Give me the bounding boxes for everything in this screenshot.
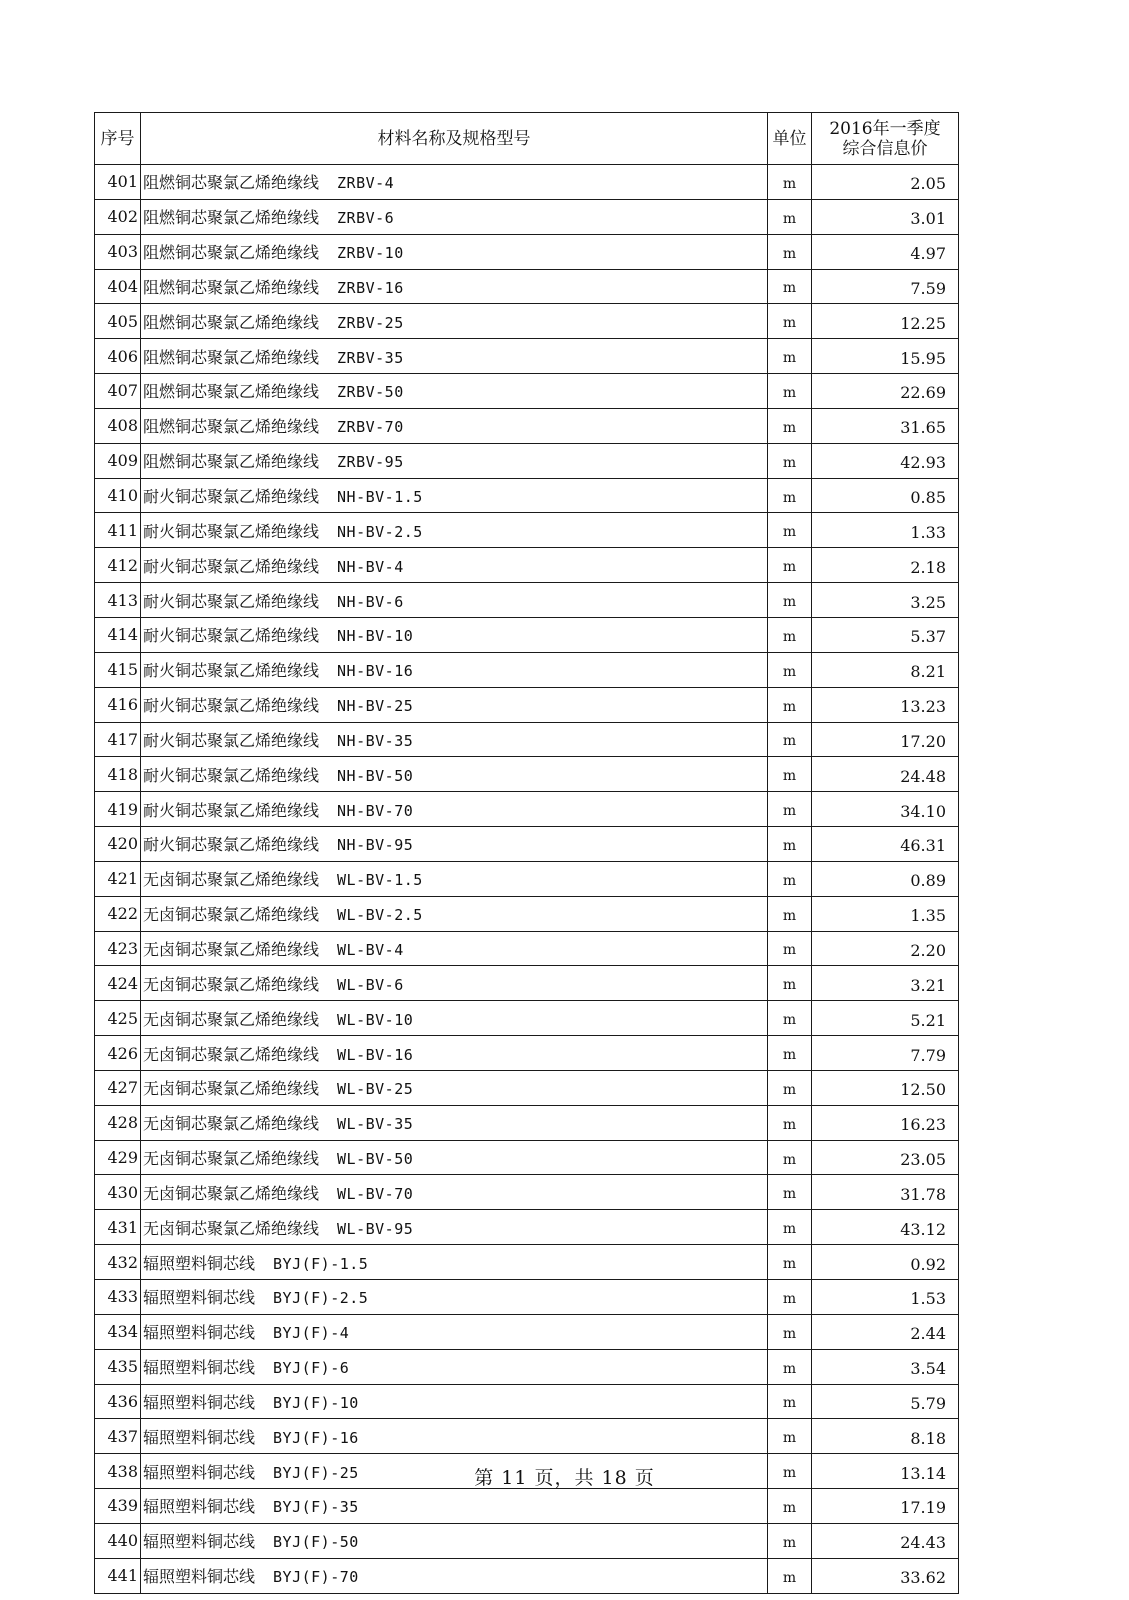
table-row xyxy=(95,1070,959,1105)
header-no: 序号 xyxy=(95,113,141,165)
unit-cell: m xyxy=(768,443,812,478)
table-row xyxy=(95,1001,959,1036)
price-cell: 2.18 xyxy=(812,548,959,583)
material-spec: WL-BV-95 xyxy=(337,1219,414,1238)
price-cell: 42.93 xyxy=(812,443,959,478)
table-row xyxy=(95,1280,959,1315)
material-spec: ZRBV-50 xyxy=(337,383,404,402)
price-cell: 31.65 xyxy=(812,408,959,443)
price-table xyxy=(94,112,959,1594)
unit-cell: m xyxy=(768,269,812,304)
material-name-cell xyxy=(141,617,768,652)
material-spec: NH-BV-10 xyxy=(337,627,414,646)
material-name: 无卤铜芯聚氯乙烯绝缘线 xyxy=(143,1149,320,1169)
table-body xyxy=(95,165,959,1594)
table-row xyxy=(95,1523,959,1558)
price-cell: 1.33 xyxy=(812,513,959,548)
material-name-cell xyxy=(141,1036,768,1071)
material-name: 辐照塑料铜芯线 xyxy=(143,1288,256,1308)
unit-cell: m xyxy=(768,304,812,339)
material-name-cell xyxy=(141,1314,768,1349)
page-footer: 第 11 页，共 18 页 xyxy=(474,1467,655,1489)
price-cell: 43.12 xyxy=(812,1210,959,1245)
row-number: 426 xyxy=(95,1036,141,1071)
unit-cell: m xyxy=(768,687,812,722)
material-spec: BYJ(F)-50 xyxy=(273,1533,359,1552)
material-spec: ZRBV-4 xyxy=(337,174,395,193)
material-name: 阻燃铜芯聚氯乙烯绝缘线 xyxy=(143,382,320,402)
material-name-cell xyxy=(141,1558,768,1593)
unit-cell: m xyxy=(768,722,812,757)
material-spec: NH-BV-4 xyxy=(337,557,404,576)
unit-cell: m xyxy=(768,1105,812,1140)
row-number: 436 xyxy=(95,1384,141,1419)
price-cell: 34.10 xyxy=(812,792,959,827)
price-cell: 7.79 xyxy=(812,1036,959,1071)
material-name: 辐照塑料铜芯线 xyxy=(143,1358,256,1378)
price-cell: 12.50 xyxy=(812,1070,959,1105)
material-name: 耐火铜芯聚氯乙烯绝缘线 xyxy=(143,487,320,507)
material-spec: BYJ(F)-70 xyxy=(273,1568,359,1587)
table-row xyxy=(95,234,959,269)
table-row xyxy=(95,1245,959,1280)
material-name: 无卤铜芯聚氯乙烯绝缘线 xyxy=(143,939,320,959)
unit-cell: m xyxy=(768,1454,812,1489)
price-cell: 3.21 xyxy=(812,966,959,1001)
unit-cell: m xyxy=(768,1070,812,1105)
unit-cell: m xyxy=(768,1036,812,1071)
material-name-cell xyxy=(141,269,768,304)
unit-cell: m xyxy=(768,199,812,234)
unit-cell: m xyxy=(768,1280,812,1315)
price-cell: 24.48 xyxy=(812,757,959,792)
row-number: 402 xyxy=(95,199,141,234)
table-row xyxy=(95,1558,959,1593)
price-cell: 13.14 xyxy=(812,1454,959,1489)
table-row xyxy=(95,1036,959,1071)
unit-cell: m xyxy=(768,757,812,792)
header-price xyxy=(812,113,959,165)
row-number: 419 xyxy=(95,792,141,827)
row-number: 429 xyxy=(95,1140,141,1175)
material-name: 辐照塑料铜芯线 xyxy=(143,1323,256,1343)
table-row xyxy=(95,896,959,931)
unit-cell: m xyxy=(768,1419,812,1454)
price-cell: 0.92 xyxy=(812,1245,959,1280)
material-name-cell xyxy=(141,548,768,583)
unit-cell: m xyxy=(768,931,812,966)
price-cell: 12.25 xyxy=(812,304,959,339)
price-cell: 33.62 xyxy=(812,1558,959,1593)
table-row xyxy=(95,165,959,200)
price-cell: 17.19 xyxy=(812,1489,959,1524)
unit-cell: m xyxy=(768,1384,812,1419)
row-number: 408 xyxy=(95,408,141,443)
material-spec: BYJ(F)-35 xyxy=(273,1498,359,1517)
material-name-cell xyxy=(141,722,768,757)
unit-cell: m xyxy=(768,1001,812,1036)
price-cell: 13.23 xyxy=(812,687,959,722)
row-number: 431 xyxy=(95,1210,141,1245)
material-name-cell xyxy=(141,1070,768,1105)
material-spec: ZRBV-6 xyxy=(337,209,395,228)
material-spec: ZRBV-95 xyxy=(337,453,404,472)
material-name-cell xyxy=(141,1245,768,1280)
material-name: 无卤铜芯聚氯乙烯绝缘线 xyxy=(143,1044,320,1064)
row-number: 435 xyxy=(95,1349,141,1384)
material-spec: WL-BV-70 xyxy=(337,1184,414,1203)
material-name-cell xyxy=(141,1210,768,1245)
header-row xyxy=(95,113,959,165)
material-spec: BYJ(F)-4 xyxy=(273,1324,350,1343)
row-number: 406 xyxy=(95,339,141,374)
row-number: 440 xyxy=(95,1523,141,1558)
material-name: 无卤铜芯聚氯乙烯绝缘线 xyxy=(143,1114,320,1134)
row-number: 420 xyxy=(95,827,141,862)
row-number: 407 xyxy=(95,374,141,409)
price-cell: 4.97 xyxy=(812,234,959,269)
material-name: 辐照塑料铜芯线 xyxy=(143,1427,256,1447)
material-spec: NH-BV-1.5 xyxy=(337,488,423,507)
price-cell: 15.95 xyxy=(812,339,959,374)
material-name: 辐照塑料铜芯线 xyxy=(143,1532,256,1552)
row-number: 439 xyxy=(95,1489,141,1524)
material-name: 无卤铜芯聚氯乙烯绝缘线 xyxy=(143,1079,320,1099)
unit-cell: m xyxy=(768,617,812,652)
row-number: 401 xyxy=(95,165,141,200)
price-cell: 17.20 xyxy=(812,722,959,757)
price-cell: 1.53 xyxy=(812,1280,959,1315)
material-name-cell xyxy=(141,1175,768,1210)
material-name-cell xyxy=(141,792,768,827)
material-name: 阻燃铜芯聚氯乙烯绝缘线 xyxy=(143,347,320,367)
row-number: 409 xyxy=(95,443,141,478)
material-name-cell xyxy=(141,513,768,548)
material-spec: BYJ(F)-10 xyxy=(273,1393,359,1412)
unit-cell: m xyxy=(768,966,812,1001)
material-name: 阻燃铜芯聚氯乙烯绝缘线 xyxy=(143,243,320,263)
price-cell: 46.31 xyxy=(812,827,959,862)
price-cell: 16.23 xyxy=(812,1105,959,1140)
material-name: 耐火铜芯聚氯乙烯绝缘线 xyxy=(143,730,320,750)
row-number: 416 xyxy=(95,687,141,722)
material-name: 耐火铜芯聚氯乙烯绝缘线 xyxy=(143,626,320,646)
material-name-cell xyxy=(141,931,768,966)
material-name: 耐火铜芯聚氯乙烯绝缘线 xyxy=(143,661,320,681)
table-row xyxy=(95,1140,959,1175)
table-row xyxy=(95,443,959,478)
table-row xyxy=(95,408,959,443)
price-cell: 23.05 xyxy=(812,1140,959,1175)
table-row xyxy=(95,652,959,687)
unit-cell: m xyxy=(768,1210,812,1245)
unit-cell: m xyxy=(768,652,812,687)
unit-cell: m xyxy=(768,165,812,200)
material-name-cell xyxy=(141,861,768,896)
price-cell: 0.89 xyxy=(812,861,959,896)
material-name-cell xyxy=(141,1140,768,1175)
price-cell: 7.59 xyxy=(812,269,959,304)
row-number: 414 xyxy=(95,617,141,652)
material-name-cell xyxy=(141,165,768,200)
table-row xyxy=(95,1489,959,1524)
unit-cell: m xyxy=(768,408,812,443)
table-row xyxy=(95,757,959,792)
row-number: 422 xyxy=(95,896,141,931)
material-name-cell xyxy=(141,408,768,443)
material-spec: BYJ(F)-1.5 xyxy=(273,1254,369,1273)
row-number: 433 xyxy=(95,1280,141,1315)
material-spec: WL-BV-2.5 xyxy=(337,906,423,925)
material-spec: WL-BV-6 xyxy=(337,975,404,994)
material-name: 耐火铜芯聚氯乙烯绝缘线 xyxy=(143,696,320,716)
material-spec: NH-BV-95 xyxy=(337,836,414,855)
material-spec: ZRBV-10 xyxy=(337,244,404,263)
material-spec: BYJ(F)-6 xyxy=(273,1359,350,1378)
material-name-cell xyxy=(141,1280,768,1315)
material-name: 无卤铜芯聚氯乙烯绝缘线 xyxy=(143,870,320,890)
row-number: 403 xyxy=(95,234,141,269)
row-number: 437 xyxy=(95,1419,141,1454)
row-number: 410 xyxy=(95,478,141,513)
price-cell: 1.35 xyxy=(812,896,959,931)
material-name: 阻燃铜芯聚氯乙烯绝缘线 xyxy=(143,173,320,193)
unit-cell: m xyxy=(768,513,812,548)
row-number: 438 xyxy=(95,1454,141,1489)
price-cell: 5.21 xyxy=(812,1001,959,1036)
material-name: 耐火铜芯聚氯乙烯绝缘线 xyxy=(143,765,320,785)
material-spec: BYJ(F)-2.5 xyxy=(273,1289,369,1308)
material-spec: ZRBV-70 xyxy=(337,418,404,437)
material-name: 辐照塑料铜芯线 xyxy=(143,1497,256,1517)
material-name: 无卤铜芯聚氯乙烯绝缘线 xyxy=(143,905,320,925)
material-spec: NH-BV-16 xyxy=(337,662,414,681)
table-row xyxy=(95,931,959,966)
table-row xyxy=(95,722,959,757)
row-number: 411 xyxy=(95,513,141,548)
table-row xyxy=(95,1314,959,1349)
table-row xyxy=(95,1384,959,1419)
material-spec: NH-BV-50 xyxy=(337,766,414,785)
material-name: 辐照塑料铜芯线 xyxy=(143,1253,256,1273)
table-row xyxy=(95,583,959,618)
material-name: 耐火铜芯聚氯乙烯绝缘线 xyxy=(143,556,320,576)
row-number: 412 xyxy=(95,548,141,583)
table-row xyxy=(95,687,959,722)
material-name: 耐火铜芯聚氯乙烯绝缘线 xyxy=(143,800,320,820)
material-name-cell xyxy=(141,1489,768,1524)
table-row xyxy=(95,617,959,652)
material-spec: ZRBV-25 xyxy=(337,313,404,332)
row-number: 418 xyxy=(95,757,141,792)
unit-cell: m xyxy=(768,1523,812,1558)
material-name-cell xyxy=(141,339,768,374)
table-header xyxy=(95,113,959,165)
table-row xyxy=(95,269,959,304)
material-name: 阻燃铜芯聚氯乙烯绝缘线 xyxy=(143,452,320,472)
table-row xyxy=(95,478,959,513)
table-row xyxy=(95,827,959,862)
row-number: 432 xyxy=(95,1245,141,1280)
material-name: 阻燃铜芯聚氯乙烯绝缘线 xyxy=(143,417,320,437)
material-name-cell xyxy=(141,1105,768,1140)
material-spec: WL-BV-35 xyxy=(337,1115,414,1134)
table-row xyxy=(95,339,959,374)
material-name: 辐照塑料铜芯线 xyxy=(143,1392,256,1412)
unit-cell: m xyxy=(768,548,812,583)
row-number: 415 xyxy=(95,652,141,687)
row-number: 430 xyxy=(95,1175,141,1210)
price-cell: 24.43 xyxy=(812,1523,959,1558)
row-number: 417 xyxy=(95,722,141,757)
unit-cell: m xyxy=(768,1558,812,1593)
table-row xyxy=(95,513,959,548)
unit-cell: m xyxy=(768,1245,812,1280)
material-name-cell xyxy=(141,1523,768,1558)
price-cell: 2.05 xyxy=(812,165,959,200)
material-name-cell xyxy=(141,583,768,618)
table-row xyxy=(95,1210,959,1245)
material-name: 无卤铜芯聚氯乙烯绝缘线 xyxy=(143,1183,320,1203)
table-row xyxy=(95,792,959,827)
price-cell: 8.18 xyxy=(812,1419,959,1454)
material-spec: WL-BV-10 xyxy=(337,1010,414,1029)
row-number: 424 xyxy=(95,966,141,1001)
material-name-cell xyxy=(141,443,768,478)
material-spec: WL-BV-1.5 xyxy=(337,871,423,890)
price-cell: 2.20 xyxy=(812,931,959,966)
material-spec: NH-BV-6 xyxy=(337,592,404,611)
row-number: 441 xyxy=(95,1558,141,1593)
table-row xyxy=(95,548,959,583)
unit-cell: m xyxy=(768,339,812,374)
material-name-cell xyxy=(141,827,768,862)
price-cell: 3.25 xyxy=(812,583,959,618)
material-spec: NH-BV-70 xyxy=(337,801,414,820)
unit-cell: m xyxy=(768,1314,812,1349)
price-cell: 2.44 xyxy=(812,1314,959,1349)
table-row xyxy=(95,1105,959,1140)
material-name-cell xyxy=(141,687,768,722)
table-row xyxy=(95,966,959,1001)
material-name-cell xyxy=(141,966,768,1001)
material-spec: NH-BV-25 xyxy=(337,697,414,716)
material-name: 无卤铜芯聚氯乙烯绝缘线 xyxy=(143,1009,320,1029)
unit-cell: m xyxy=(768,234,812,269)
row-number: 425 xyxy=(95,1001,141,1036)
material-name: 辐照塑料铜芯线 xyxy=(143,1462,256,1482)
material-spec: ZRBV-35 xyxy=(337,348,404,367)
material-name-cell xyxy=(141,199,768,234)
unit-cell: m xyxy=(768,583,812,618)
material-spec: BYJ(F)-16 xyxy=(273,1428,359,1447)
table-row xyxy=(95,861,959,896)
unit-cell: m xyxy=(768,792,812,827)
material-name: 无卤铜芯聚氯乙烯绝缘线 xyxy=(143,1218,320,1238)
material-name-cell xyxy=(141,1349,768,1384)
material-name-cell xyxy=(141,304,768,339)
header-price-line1: 2016年一季度 xyxy=(829,118,941,139)
material-name-cell xyxy=(141,1419,768,1454)
row-number: 428 xyxy=(95,1105,141,1140)
price-cell: 0.85 xyxy=(812,478,959,513)
table-row xyxy=(95,199,959,234)
table-row xyxy=(95,1349,959,1384)
unit-cell: m xyxy=(768,1140,812,1175)
unit-cell: m xyxy=(768,861,812,896)
material-name-cell xyxy=(141,234,768,269)
price-cell: 8.21 xyxy=(812,652,959,687)
row-number: 427 xyxy=(95,1070,141,1105)
material-spec: ZRBV-16 xyxy=(337,278,404,297)
unit-cell: m xyxy=(768,478,812,513)
material-name: 耐火铜芯聚氯乙烯绝缘线 xyxy=(143,591,320,611)
material-spec: WL-BV-16 xyxy=(337,1045,414,1064)
unit-cell: m xyxy=(768,1489,812,1524)
row-number: 413 xyxy=(95,583,141,618)
material-name: 耐火铜芯聚氯乙烯绝缘线 xyxy=(143,521,320,541)
table-row xyxy=(95,304,959,339)
price-cell: 5.79 xyxy=(812,1384,959,1419)
table-row xyxy=(95,374,959,409)
material-name-cell xyxy=(141,1384,768,1419)
material-name: 阻燃铜芯聚氯乙烯绝缘线 xyxy=(143,277,320,297)
unit-cell: m xyxy=(768,1175,812,1210)
price-cell: 22.69 xyxy=(812,374,959,409)
material-name: 耐火铜芯聚氯乙烯绝缘线 xyxy=(143,835,320,855)
material-name: 辐照塑料铜芯线 xyxy=(143,1567,256,1587)
unit-cell: m xyxy=(768,1349,812,1384)
table-row xyxy=(95,1175,959,1210)
row-number: 405 xyxy=(95,304,141,339)
row-number: 423 xyxy=(95,931,141,966)
header-price-line2: 综合信息价 xyxy=(842,138,928,159)
material-name-cell xyxy=(141,652,768,687)
material-spec: WL-BV-25 xyxy=(337,1080,414,1099)
header-name: 材料名称及规格型号 xyxy=(141,113,768,165)
row-number: 404 xyxy=(95,269,141,304)
material-spec: WL-BV-50 xyxy=(337,1150,414,1169)
material-spec: BYJ(F)-25 xyxy=(273,1463,359,1482)
material-spec: WL-BV-4 xyxy=(337,940,404,959)
header-unit: 单位 xyxy=(768,113,812,165)
price-cell: 5.37 xyxy=(812,617,959,652)
material-name: 无卤铜芯聚氯乙烯绝缘线 xyxy=(143,974,320,994)
material-name: 阻燃铜芯聚氯乙烯绝缘线 xyxy=(143,208,320,228)
unit-cell: m xyxy=(768,896,812,931)
row-number: 421 xyxy=(95,861,141,896)
price-cell: 31.78 xyxy=(812,1175,959,1210)
table-row xyxy=(95,1419,959,1454)
material-name-cell xyxy=(141,478,768,513)
material-name-cell xyxy=(141,896,768,931)
material-spec: NH-BV-2.5 xyxy=(337,522,423,541)
row-number: 434 xyxy=(95,1314,141,1349)
material-spec: NH-BV-35 xyxy=(337,731,414,750)
material-name-cell xyxy=(141,757,768,792)
material-name-cell xyxy=(141,1001,768,1036)
price-cell: 3.01 xyxy=(812,199,959,234)
material-name: 阻燃铜芯聚氯乙烯绝缘线 xyxy=(143,312,320,332)
unit-cell: m xyxy=(768,827,812,862)
material-name-cell xyxy=(141,374,768,409)
price-cell: 3.54 xyxy=(812,1349,959,1384)
unit-cell: m xyxy=(768,374,812,409)
